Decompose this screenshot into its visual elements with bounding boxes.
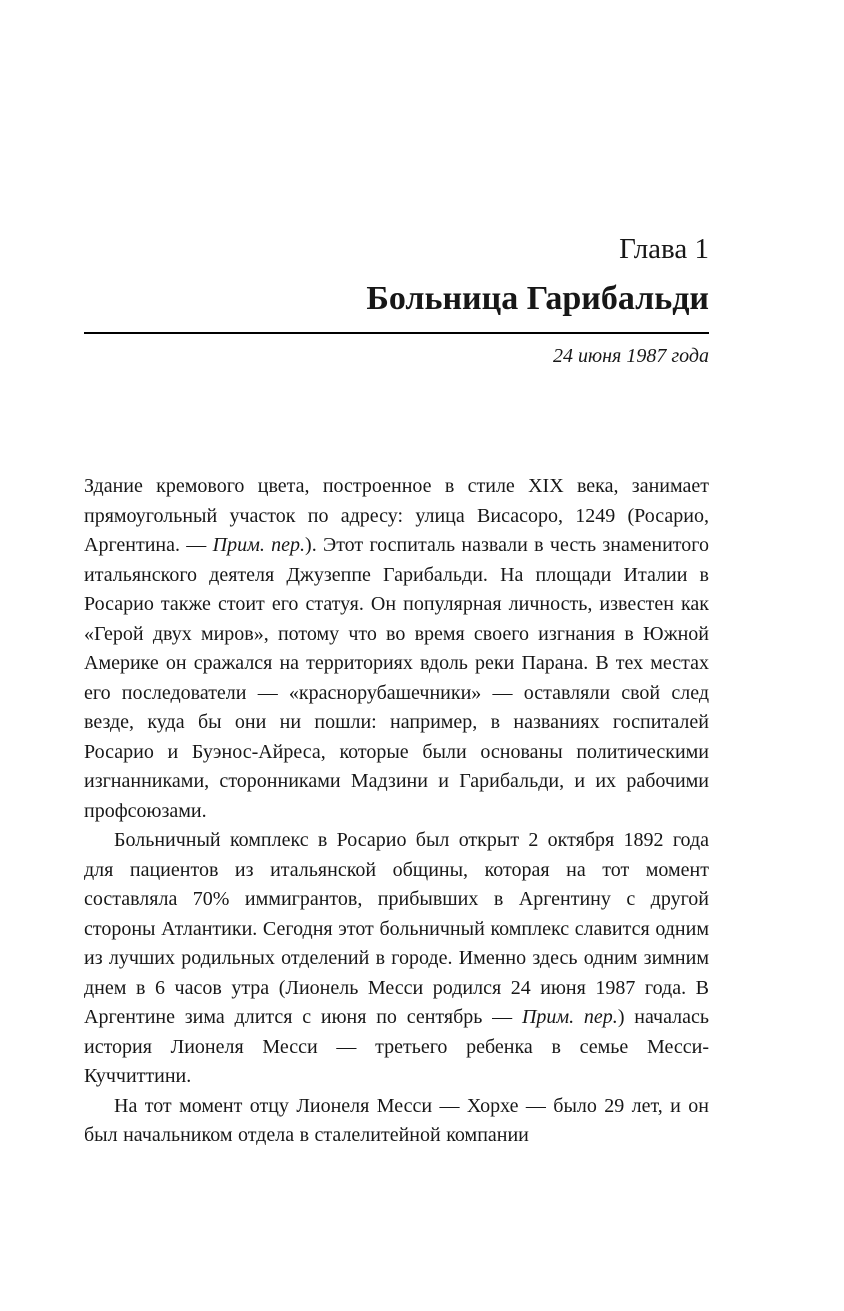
paragraph (84, 1092, 709, 1151)
italic-run: Прим. пер. (212, 534, 306, 557)
date-line: 24 июня 1987 года (553, 345, 709, 368)
text-run: ) началась история Лионеля Месси — третьего ребенка в семье Месси-Куччиттини. (84, 1006, 709, 1088)
chapter-title: Больница Гарибальди (366, 280, 709, 318)
body-text (84, 472, 709, 1151)
text-run: Здание кремового цвета, построенное в стиле XIX века, занимает прямоугольный участок по адресу: улица Висасоро, 1249 (Росарио, Аргентина. — (84, 475, 709, 557)
text-block (84, 0, 709, 1151)
italic-run: Прим. пер. (521, 1006, 618, 1029)
paragraph (84, 826, 709, 1092)
text-run: На тот момент отцу Лионеля Месси — Хорхе — было 29 лет, и он был начальником отдела в сталелитейной компании (84, 1094, 709, 1147)
paragraph (84, 472, 709, 826)
chapter-label: Глава 1 (619, 233, 709, 265)
text-run: Больничный комплекс в Росарио был открыт 2 октября 1892 года для пациентов из итальянской общины, которая на тот момент составляла 70% иммигрантов, прибывших в Аргентину с другой стороны Атлантики. Сегодня этот больничный комплекс славится одним из лучших родильных отделений в городе. Именно здесь одним зимним днем в 6 часов утра (Лионель Месси родился 24 июня 1987 года. В Аргентине зима длится с июня по сентябрь — (84, 829, 709, 1029)
text-run: ). Этот госпиталь назвали в честь знаменитого итальянского деятеля Джузеппе Гарибальди. На площади Италии в Росарио также стоит его статуя. Он популярная личность, известен как «Герой двух миров», потому что во время своего изгнания в Южной Америке он сражался на территориях вдоль реки Парана. В тех местах его последователи — «краснорубашечники» — оставляли свой след везде, куда бы они ни пошли: например, в названиях госпиталей Росарио и Буэнос-Айреса, которые были основаны политическими изгнанниками, сторонниками Мадзини и Гарибальди, и их рабочими профсоюзами. (84, 534, 709, 822)
chapter-header (84, 233, 709, 368)
header-rule (84, 332, 709, 334)
